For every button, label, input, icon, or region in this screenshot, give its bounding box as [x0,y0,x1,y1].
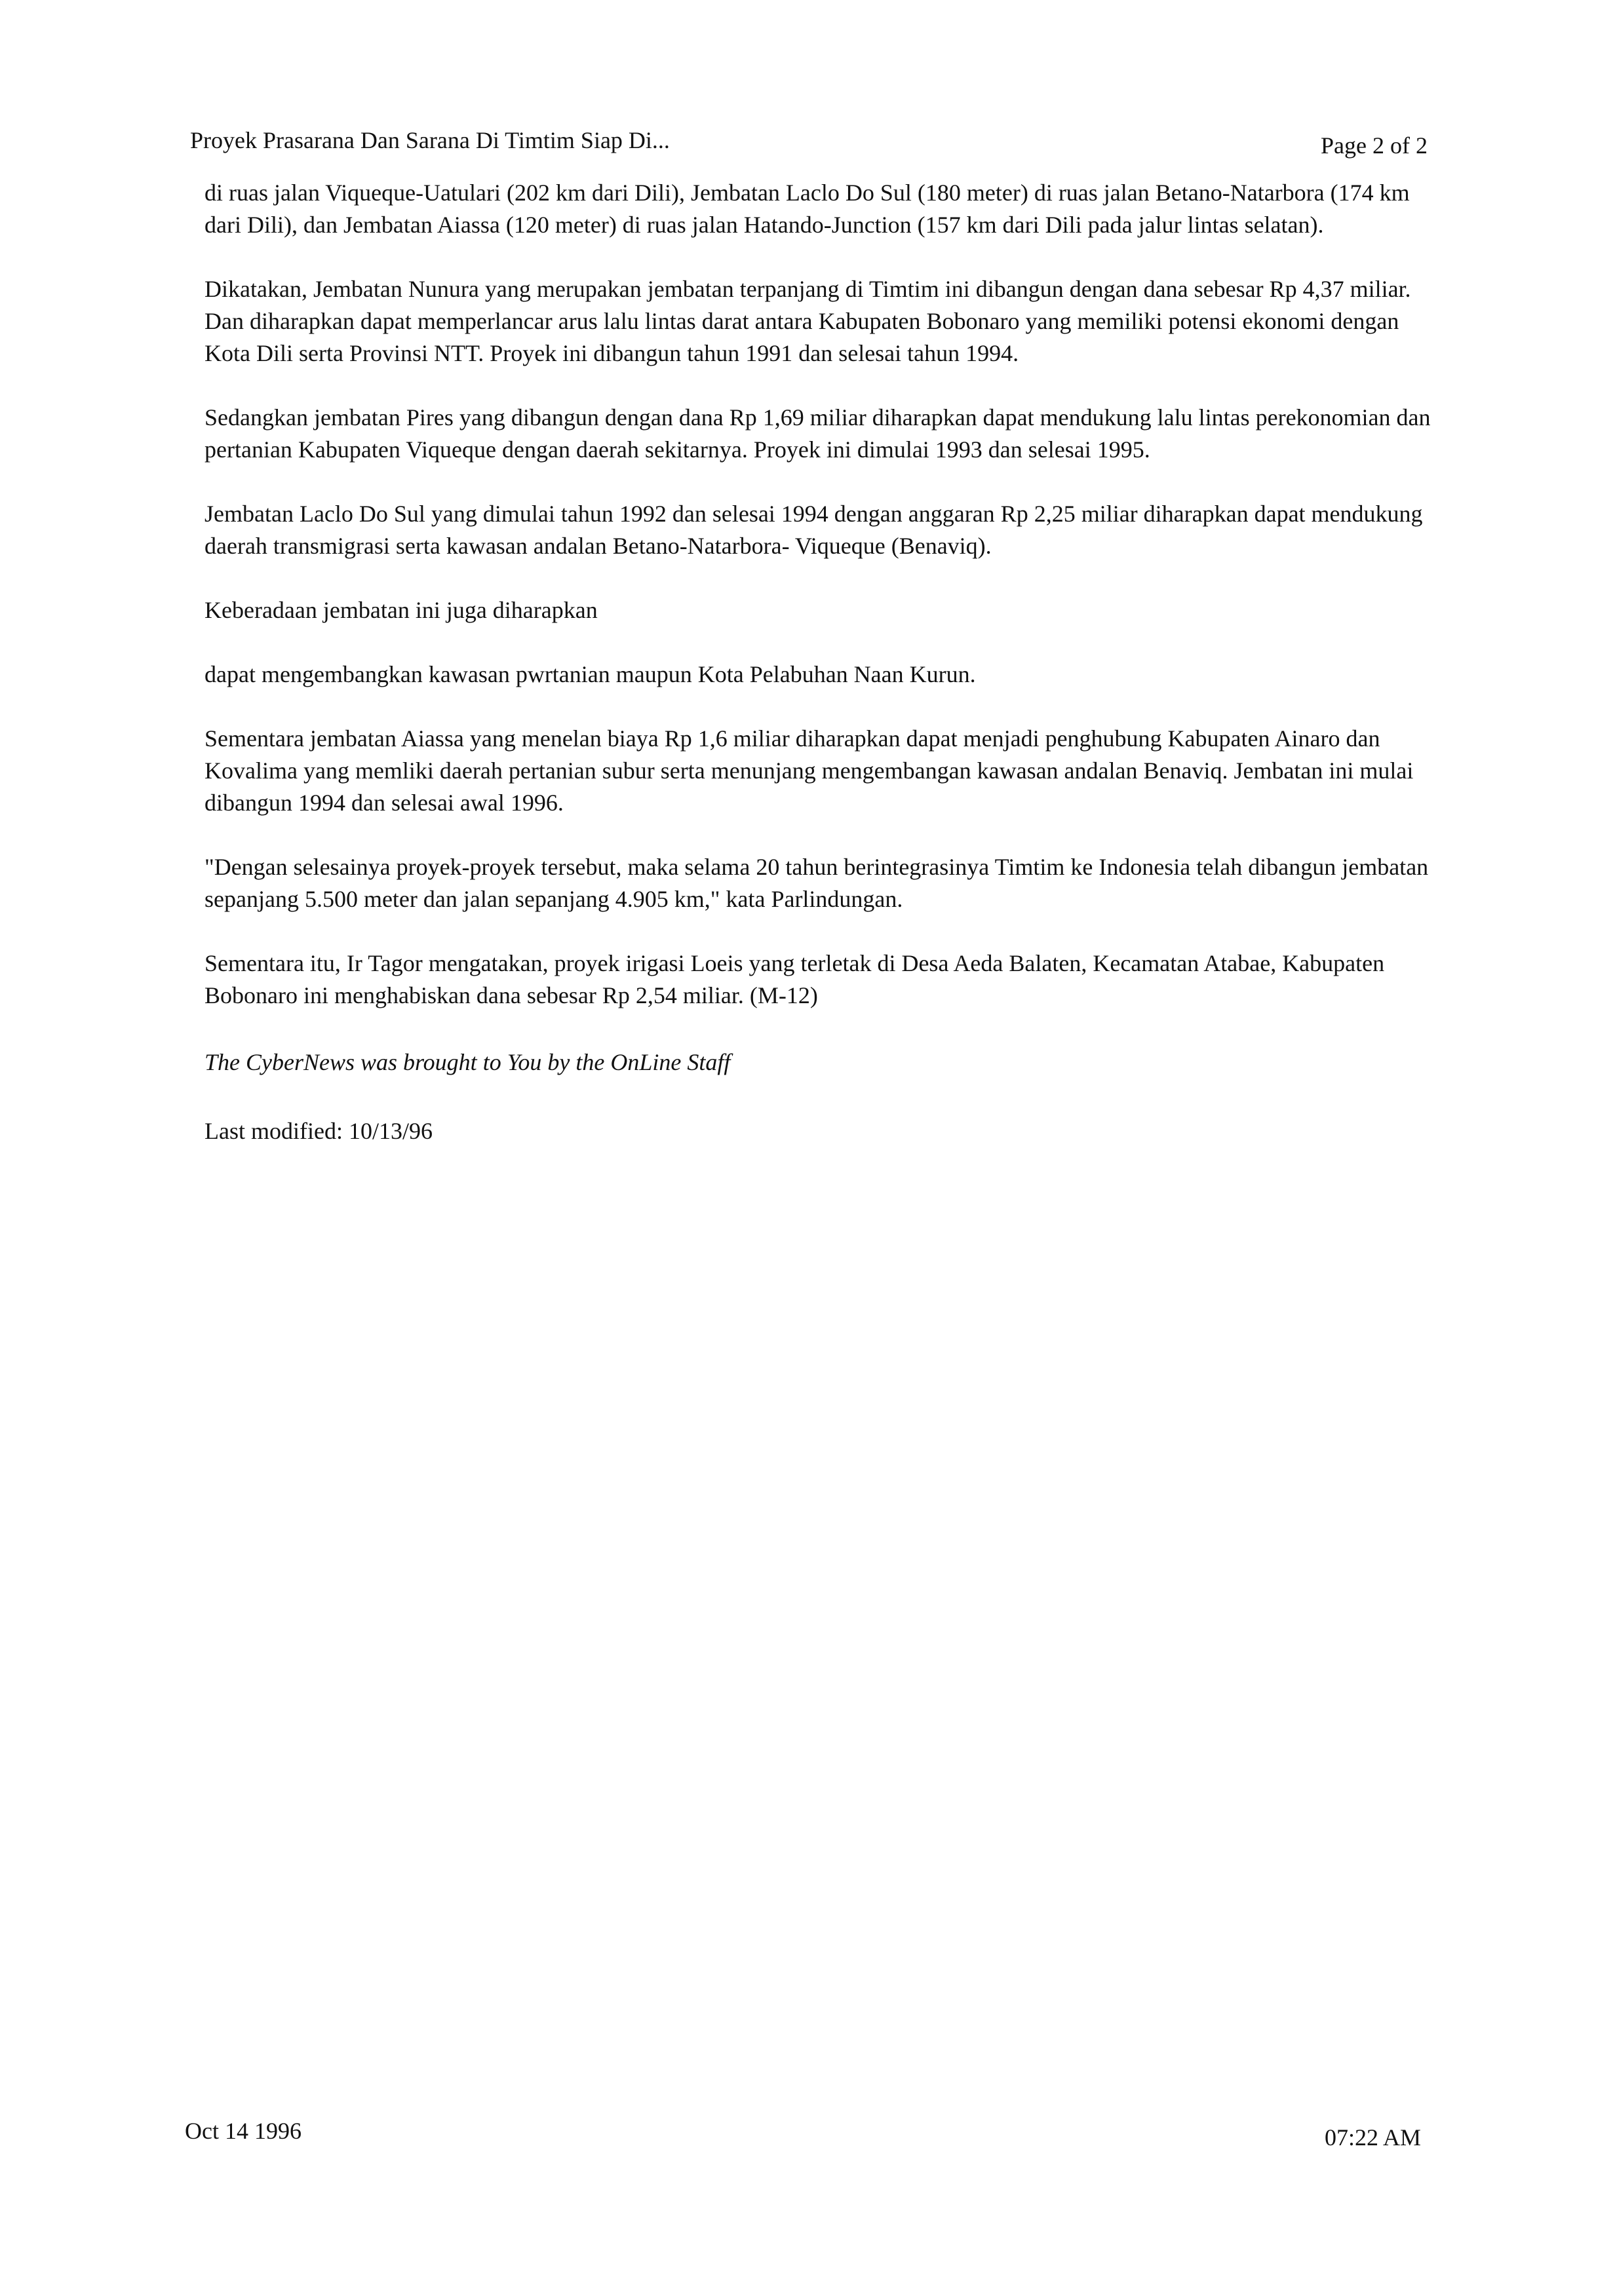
paragraph: "Dengan selesainya proyek-proyek tersebut, maka selama 20 tahun berintegrasinya Timtim ke Indonesia telah dibangun jembatan sepanjang 5.500 meter dan jalan sepanjang 4.905 km," kata Parlindungan. [204,854,1429,912]
page-header-title: Proyek Prasarana Dan Sarana Di Timtim Siap Di... [190,127,670,153]
page-number: Page 2 of 2 [1321,132,1428,159]
print-date: Oct 14 1996 [185,2118,302,2144]
paragraph: Sementara itu, Ir Tagor mengatakan, proyek irigasi Loeis yang terletak di Desa Aeda Balaten, Kecamatan Atabae, Kabupaten Bobonaro ini menghabiskan dana sebesar Rp 2,54 miliar. (M-12) [204,950,1385,1008]
last-modified: Last modified: 10/13/96 [204,1118,433,1144]
paragraph: di ruas jalan Viqueque-Uatulari (202 km dari Dili), Jembatan Laclo Do Sul (180 meter) di ruas jalan Betano-Natarbora (174 km dari Dili), dan Jembatan Aiassa (120 meter) di ruas jalan Hatando-Junction (157 km dari Dili pada jalur lintas selatan). [204,180,1410,238]
paragraph: dapat mengembangkan kawasan pwrtanian maupun Kota Pelabuhan Naan Kurun. [204,661,976,687]
paragraph: Jembatan Laclo Do Sul yang dimulai tahun 1992 dan selesai 1994 dengan anggaran Rp 2,25 miliar diharapkan dapat mendukung daerah transmigrasi serta kawasan andalan Betano-Natarbora- Viqueque (Benaviq). [204,501,1423,559]
paragraph: Sementara jembatan Aiassa yang menelan biaya Rp 1,6 miliar diharapkan dapat menjadi penghubung Kabupaten Ainaro dan Kovalima yang memliki daerah pertanian subur serta menunjang mengembangan kawasan andalan Benaviq. Jembatan ini mulai dibangun 1994 dan selesai awal 1996. [204,725,1414,816]
paragraph: Sedangkan jembatan Pires yang dibangun dengan dana Rp 1,69 miliar diharapkan dapat mendukung lalu lintas perekonomian dan pertanian Kabupaten Viqueque dengan daerah sekitarnya. Proyek ini dimulai 1993 dan selesai 1995. [204,404,1431,463]
credit-line: The CyberNews was brought to You by the OnLine Staff [204,1049,731,1075]
paragraph: Dikatakan, Jembatan Nunura yang merupakan jembatan terpanjang di Timtim ini dibangun dengan dana sebesar Rp 4,37 miliar. Dan diharapkan dapat memperlancar arus lalu lintas darat antara Kabupaten Bobonaro yang memiliki potensi ekonomi dengan Kota Dili serta Provinsi NTT. Proyek ini dibangun tahun 1991 dan selesai tahun 1994. [204,276,1411,366]
paragraph: Keberadaan jembatan ini juga diharapkan [204,597,598,623]
print-time: 07:22 AM [1324,2124,1421,2151]
article-footer-note [204,1044,1437,1149]
article-body [204,177,1437,1181]
